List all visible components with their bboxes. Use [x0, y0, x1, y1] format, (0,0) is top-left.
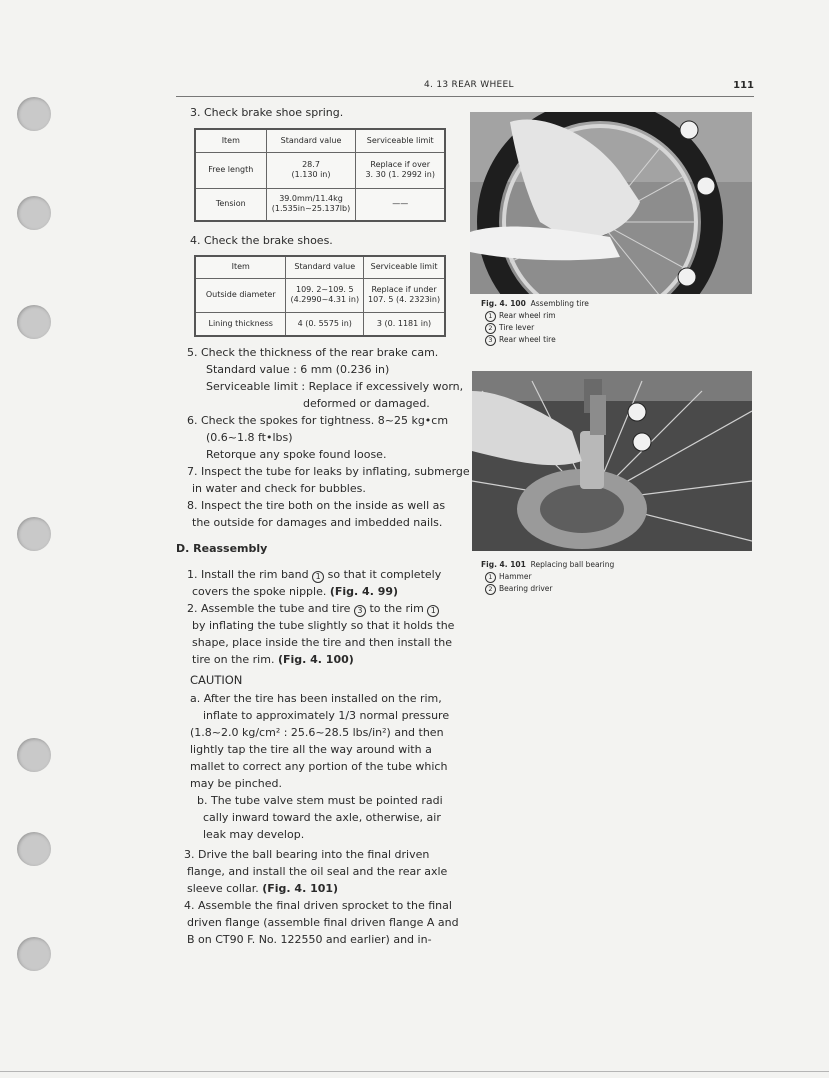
caution-item-a: a. After the tire has been installed on the rim,	[190, 692, 442, 705]
fig-4-100-item	[485, 334, 556, 346]
body-line: tire on the rim.	[192, 653, 278, 666]
reassembly-step-1	[187, 566, 441, 583]
table-cell: Free length	[195, 152, 266, 188]
callout-text: Bearing driver	[499, 584, 553, 593]
callout-text: Rear wheel rim	[499, 311, 556, 320]
step-7: 7. Inspect the tube for leaks by inflating, submerge	[187, 465, 470, 478]
body-line: shape, place inside the tire and then install the	[192, 636, 452, 649]
body-line: the outside for damages and imbedded nails.	[192, 516, 443, 529]
table-row	[195, 312, 445, 336]
body-line: B on CT90 F. No. 122550 and earlier) and in-	[187, 933, 432, 946]
callout-marker: 1	[312, 571, 324, 583]
step-4: 4. Check the brake shoes.	[190, 234, 333, 247]
header-rule	[176, 96, 754, 97]
fig-4-100-item	[485, 322, 534, 334]
fig-4-101-item	[485, 583, 553, 595]
table-header-row	[195, 256, 445, 278]
body-line: in water and check for bubbles.	[192, 482, 366, 495]
reassembly-step-2	[187, 600, 439, 617]
table-cell: 3 (0. 1181 in)	[364, 312, 445, 336]
binding-hole	[17, 517, 51, 551]
body-line: covers the spoke nipple.	[192, 585, 330, 598]
figure-reference: (Fig. 4. 99)	[329, 585, 399, 598]
page-number: 111	[733, 80, 754, 91]
body-line: to the rim	[365, 602, 428, 615]
caution-item-b: b. The tube valve stem must be pointed radi	[197, 794, 443, 807]
table-cell: 4 (0. 5575 in)	[286, 312, 364, 336]
step-6: 6. Check the spokes for tightness. 8~25 kg•cm	[187, 414, 449, 427]
body-line: driven flange (assemble final driven flange A and	[187, 916, 459, 929]
body-line-group	[192, 651, 354, 668]
fig-4-101-item	[485, 571, 532, 583]
section-header: 4. 13 REAR WHEEL	[424, 80, 514, 90]
table-cell: 28.7 (1.130 in)	[266, 152, 356, 188]
body-line: may be pinched.	[190, 777, 282, 790]
body-line-group	[187, 880, 338, 897]
callout-marker: 3	[354, 605, 366, 617]
table-header-cell: Item	[195, 256, 286, 278]
callout-marker: 1	[427, 605, 439, 617]
body-line-group	[192, 583, 398, 600]
step-8: 8. Inspect the tire both on the inside as well as	[187, 499, 446, 512]
fig-4-101-caption	[481, 559, 614, 571]
callout-number: 2	[485, 323, 496, 334]
figure-title: Fig. 4. 100	[481, 299, 526, 308]
body-line: cally inward toward the axle, otherwise, air	[203, 811, 441, 824]
body-line: 1. Install the rim band	[187, 568, 313, 581]
callout-text: Rear wheel tire	[499, 335, 556, 344]
step-3: 3. Check brake shoe spring.	[190, 106, 344, 119]
table-cell: ——	[356, 188, 445, 221]
figure-reference: (Fig. 4. 100)	[277, 653, 354, 666]
table-cell: Replace if under 107. 5 (4. 2323in)	[364, 278, 445, 312]
bearing-replacement-illustration	[472, 371, 752, 551]
section-heading-reassembly: D. Reassembly	[176, 542, 268, 555]
table-cell: 39.0mm/11.4kg (1.535in~25.137lb)	[266, 188, 356, 221]
tire-assembly-illustration	[470, 112, 752, 294]
table-header-cell: Standard value	[286, 256, 364, 278]
binding-hole	[17, 97, 51, 131]
callout-text: Hammer	[499, 572, 532, 581]
table-cell: 109. 2~109. 5 (4.2990~4.31 in)	[286, 278, 364, 312]
callout-number: 1	[485, 311, 496, 322]
body-line: 2. Assemble the tube and tire	[187, 602, 354, 615]
figure-label: Assembling tire	[530, 299, 589, 308]
body-line: Serviceable limit : Replace if excessively worn,	[206, 380, 464, 393]
page-edge	[0, 1071, 829, 1072]
brake-spring-table	[194, 128, 446, 222]
figure-label: Replacing ball bearing	[530, 560, 615, 569]
table-header-cell: Item	[195, 129, 266, 152]
binding-hole	[17, 305, 51, 339]
body-line: inflate to approximately 1/3 normal pressure	[203, 709, 450, 722]
body-line: leak may develop.	[203, 828, 305, 841]
table-cell: Replace if over 3. 30 (1. 2992 in)	[356, 152, 445, 188]
table-row	[195, 152, 445, 188]
table-cell: Lining thickness	[195, 312, 286, 336]
binding-hole	[17, 832, 51, 866]
body-line: Standard value : 6 mm (0.236 in)	[206, 363, 390, 376]
table-cell: Tension	[195, 188, 266, 221]
body-line: by inflating the tube slightly so that it holds the	[192, 619, 455, 632]
body-line: so that it completely	[324, 568, 442, 581]
table-cell: Outside diameter	[195, 278, 286, 312]
callout-number: 2	[485, 584, 496, 595]
table-header-row	[195, 129, 445, 152]
figure-title: Fig. 4. 101	[481, 560, 526, 569]
table-row	[195, 278, 445, 312]
table-header-cell: Standard value	[266, 129, 356, 152]
binding-hole	[17, 738, 51, 772]
table-header-cell: Serviceable limit	[356, 129, 445, 152]
fig-4-100-photo	[470, 112, 752, 294]
body-line: lightly tap the tire all the way around with a	[190, 743, 432, 756]
reassembly-step-4: 4. Assemble the final driven sprocket to the final	[184, 899, 452, 912]
table-header-cell: Serviceable limit	[364, 256, 445, 278]
body-line: sleeve collar.	[187, 882, 263, 895]
body-line: (0.6~1.8 ft•lbs)	[206, 431, 293, 444]
brake-shoe-table	[194, 255, 446, 337]
body-line: flange, and install the oil seal and the rear axle	[187, 865, 448, 878]
body-line: (1.8~2.0 kg/cm² : 25.6~28.5 lbs/in²) and then	[190, 726, 444, 739]
caution-heading: CAUTION	[190, 673, 243, 687]
binding-hole	[17, 196, 51, 230]
callout-text: Tire lever	[499, 323, 535, 332]
step-5: 5. Check the thickness of the rear brake cam.	[187, 346, 439, 359]
fig-4-100-caption	[481, 298, 589, 310]
fig-4-100-item	[485, 310, 556, 322]
table-row	[195, 188, 445, 221]
body-line: deformed or damaged.	[303, 397, 430, 410]
binding-hole	[17, 937, 51, 971]
body-line: mallet to correct any portion of the tube which	[190, 760, 448, 773]
reassembly-step-3: 3. Drive the ball bearing into the final driven	[184, 848, 430, 861]
callout-number: 3	[485, 335, 496, 346]
fig-4-101-photo	[472, 371, 752, 551]
callout-number: 1	[485, 572, 496, 583]
body-line: Retorque any spoke found loose.	[206, 448, 387, 461]
figure-reference: (Fig. 4. 101)	[262, 882, 339, 895]
